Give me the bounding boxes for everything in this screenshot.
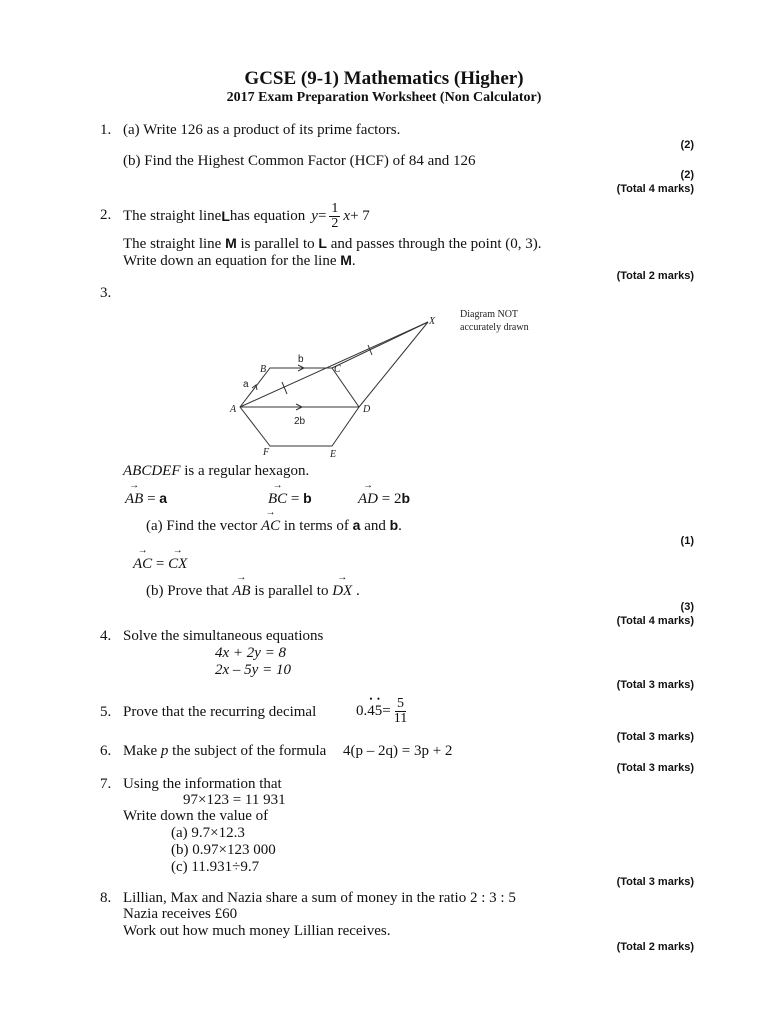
label-b-vertex: B [260, 364, 267, 375]
label-c-vertex: C [334, 364, 341, 375]
q4-text: Solve the simultaneous equations [123, 628, 324, 644]
q3-def1-val: a [159, 490, 168, 506]
q2-line2-pre: The straight line [123, 236, 226, 252]
q2-eq-x: x [343, 207, 351, 224]
q5-fraction [394, 697, 407, 726]
q5-total-marks: (Total 3 marks) [616, 731, 694, 743]
q3-given-eq: = [152, 556, 169, 572]
q7-part-b: (b) 0.97×123 000 [171, 842, 276, 858]
q4-equation-2: 2x – 5y = 10 [215, 662, 291, 678]
q2-total-marks: (Total 2 marks) [616, 270, 694, 282]
q2-line3-m: M [340, 252, 352, 268]
q1-part-a: (a) Write 126 as a product of its prime factors. [123, 122, 401, 138]
q2-line2 [123, 235, 542, 253]
q2-line-m: M [225, 235, 237, 251]
q3-vec-ad: → AD [358, 491, 378, 508]
q3-a-post: . [398, 518, 402, 534]
q6-formula: 4(p – 2q) = 3p + 2 [343, 743, 453, 759]
q3-definition-bc [268, 490, 312, 508]
q5-frac-den: 11 [393, 710, 408, 726]
q2-fraction [329, 202, 340, 231]
q3-b-mid: is parallel to [250, 583, 333, 599]
q3-number: 3. [100, 285, 112, 301]
q3-def2-val: b [303, 490, 312, 506]
q8-line2: Nazia receives £60 [123, 906, 238, 922]
q3-def3-eq: = 2 [378, 491, 402, 507]
q2-line3-post: . [351, 253, 356, 269]
q5-recurring-digit-1: • 4 [367, 703, 375, 720]
q2-number: 2. [100, 207, 112, 223]
q5-equals: = [382, 702, 391, 719]
line-c-x [332, 322, 428, 368]
label-vector-a: a [243, 379, 249, 390]
q6-number: 6. [100, 743, 112, 759]
q6-text-p: p [160, 743, 169, 759]
q2-eq-rest: + 7 [350, 207, 370, 224]
q2-line2-post: and passes through the point (0, 3). [326, 236, 542, 252]
diagram-note-line1: Diagram NOT [460, 309, 519, 320]
q2-line3 [123, 252, 356, 270]
q3-def3-val: b [401, 490, 411, 506]
diagram-note-line2: accurately drawn [460, 322, 529, 333]
q1-part-b: (b) Find the Highest Common Factor (HCF) of 84 and 126 [123, 153, 476, 169]
q6-text [123, 743, 326, 760]
q2-line2-l: L [318, 235, 327, 251]
q5-frac-num: 5 [396, 695, 404, 711]
q3-part-a [146, 517, 402, 535]
q7-line2: Write down the value of [123, 808, 269, 824]
q7-total-marks: (Total 3 marks) [616, 876, 694, 888]
q2-line3-pre: Write down an equation for the line [123, 253, 341, 269]
q4-total-marks: (Total 3 marks) [616, 679, 694, 691]
q3-a-mid: in terms of [280, 518, 353, 534]
q3-b-post: . [352, 583, 360, 599]
label-a-vertex: A [230, 404, 237, 415]
q3-b-pre: (b) Prove that [146, 583, 233, 599]
q3-a-marks: (1) [680, 535, 694, 547]
q2-frac-num: 1 [331, 200, 339, 216]
hexagon-diagram [220, 300, 560, 465]
page-subtitle: 2017 Exam Preparation Worksheet (Non Calculator) [226, 90, 542, 105]
page-title: GCSE (9-1) Mathematics (Higher) [244, 68, 524, 89]
q1-b-marks: (2) [680, 169, 694, 181]
q7-part-c: (c) 11.931÷9.7 [171, 859, 260, 875]
q3-a-and: and [360, 518, 390, 534]
q3-vec-bc: → BC [268, 491, 287, 508]
q8-number: 8. [100, 890, 112, 906]
q3-a-pre: (a) Find the vector [146, 518, 261, 534]
q3-b-marks: (3) [680, 601, 694, 613]
q8-total-marks: (Total 2 marks) [616, 941, 694, 953]
q2-frac-den: 2 [331, 215, 339, 231]
q2-line1-mid: has equation [229, 207, 306, 224]
q1-number: 1. [100, 122, 112, 138]
q3-vec-ab: → AB [125, 491, 143, 508]
q8-line1: Lillian, Max and Nazia share a sum of money in the ratio 2 : 3 : 5 [123, 890, 516, 906]
q5-number: 5. [100, 704, 112, 720]
label-x-vertex: X [429, 316, 436, 327]
label-vector-b: b [298, 354, 304, 365]
q1-total-marks: (Total 4 marks) [616, 183, 694, 195]
q3-a-vec: → AC [261, 518, 280, 535]
q3-definition-ab [125, 490, 167, 508]
q6-total-marks: (Total 3 marks) [616, 762, 694, 774]
q3-a-bold1: a [352, 517, 361, 533]
q4-number: 4. [100, 628, 112, 644]
q7-part-a: (a) 9.7×12.3 [171, 825, 245, 841]
q3-given-vec2: → CX [168, 556, 187, 573]
q3-a-bold2: b [389, 517, 399, 533]
q3-part-b [146, 583, 360, 600]
q3-given-vec1: → AC [133, 556, 152, 573]
label-e-vertex: E [330, 449, 337, 460]
q2-eq-equals: = [317, 207, 327, 224]
label-d-vertex: D [363, 404, 371, 415]
line-d-x [359, 322, 428, 407]
q3-hexagon-text [123, 463, 309, 480]
q5-expression [356, 693, 410, 729]
q3-total-marks: (Total 4 marks) [616, 615, 694, 627]
q7-line1: Using the information that [123, 776, 282, 792]
q6-text-post: the subject of the formula [168, 743, 327, 759]
q4-equation-1: 4x + 2y = 8 [215, 645, 287, 661]
q6-text-pre: Make [123, 743, 161, 759]
q3-definition-ad [358, 490, 410, 508]
q3-given [133, 556, 187, 573]
q3-def1-eq: = [143, 491, 160, 507]
q2-eq-y: y [311, 207, 318, 224]
q8-line3: Work out how much money Lillian receives. [123, 923, 391, 939]
q5-text: Prove that the recurring decimal [123, 704, 317, 720]
q7-number: 7. [100, 776, 112, 792]
q5-decimal-prefix: 0. [356, 702, 368, 719]
q3-hexagon-name: ABCDEF [123, 463, 181, 479]
q2-line1-pre: The straight line [123, 207, 222, 224]
q3-b-vec1: → AB [232, 583, 250, 600]
label-f-vertex: F [263, 447, 270, 458]
q7-given: 97×123 = 11 931 [183, 792, 286, 808]
q2-line1 [123, 199, 370, 233]
q3-b-vec2: → DX [332, 583, 352, 600]
q3-def2-eq: = [287, 491, 304, 507]
q2-line2-mid: is parallel to [236, 236, 319, 252]
label-vector-2b: 2b [294, 416, 306, 427]
q3-hexagon-desc: is a regular hexagon. [180, 463, 310, 479]
q1-a-marks: (2) [680, 139, 694, 151]
q5-recurring-digit-2: • 5 [375, 703, 383, 720]
q2-line-l: L [221, 208, 230, 224]
